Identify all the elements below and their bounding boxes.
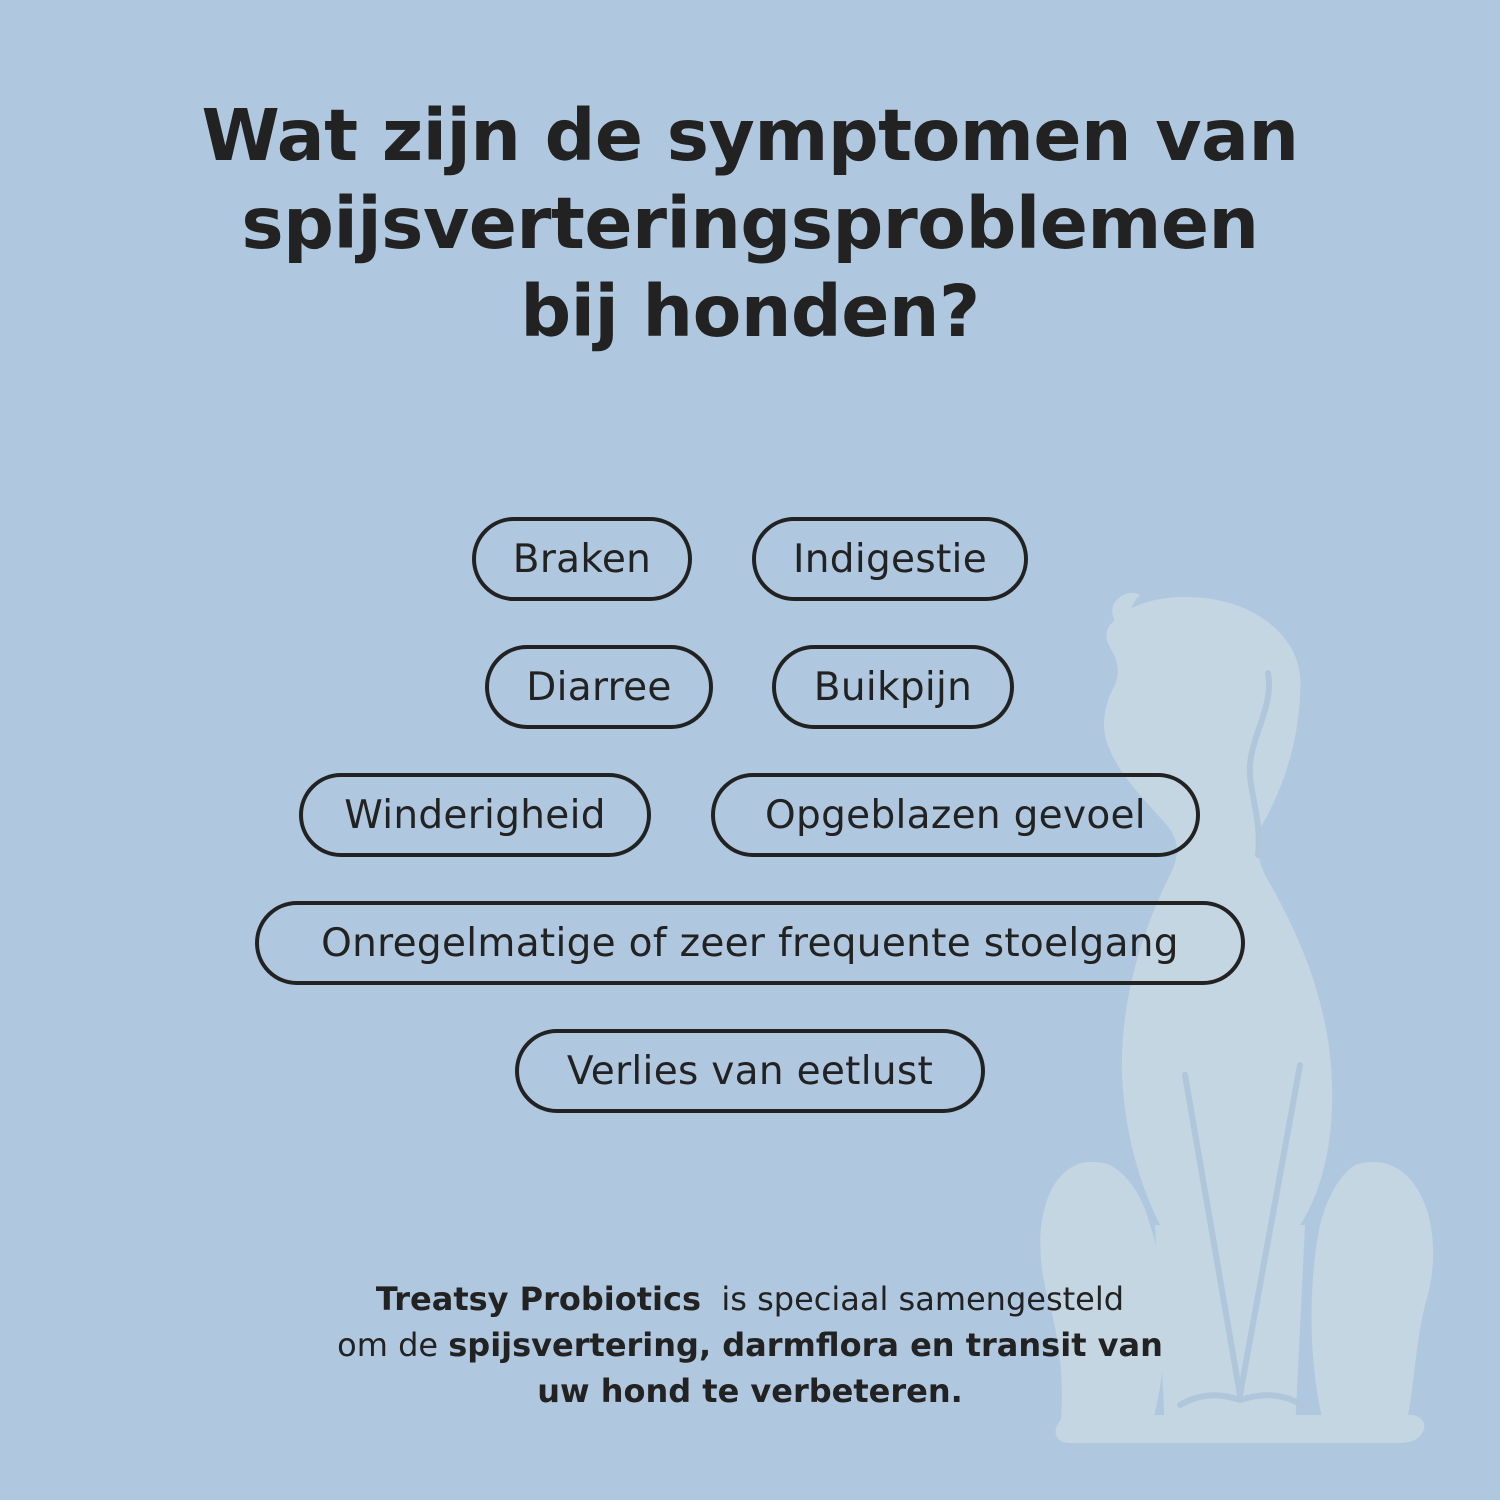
symptom-tag-indigestie: Indigestie: [752, 517, 1028, 601]
symptom-tag-buikpijn: Buikpijn: [772, 645, 1014, 729]
brand-name: Treatsy Probiotics: [375, 1280, 702, 1318]
footer-text-1: is speciaal samengesteld: [721, 1280, 1125, 1318]
symptom-tag-braken: Braken: [472, 517, 692, 601]
symptom-tag-eetlust: Verlies van eetlust: [515, 1029, 985, 1113]
page-title: [150, 92, 1350, 356]
symptom-tag-winderigheid: Winderigheid: [299, 773, 651, 857]
symptom-tag-opgeblazen-gevoel: Opgeblazen gevoel: [711, 773, 1200, 857]
title-line-2: spijsverteringsproblemen: [241, 182, 1259, 265]
title-line-1: Wat zijn de symptomen van: [201, 94, 1299, 177]
footer-bold-3: uw hond te verbeteren.: [537, 1372, 963, 1410]
footer-bold-2: spijsvertering, darmflora en transit van: [448, 1326, 1163, 1364]
title-line-3: bij honden?: [520, 270, 980, 353]
footer-text-2: om de: [337, 1326, 439, 1364]
footer-line-3: [250, 1368, 1250, 1414]
footer-text: [250, 1276, 1250, 1414]
footer-line-2: [250, 1322, 1250, 1368]
symptom-tag-stoelgang: Onregelmatige of zeer frequente stoelgang: [255, 901, 1245, 985]
footer-line-1: [250, 1276, 1250, 1322]
symptom-tag-diarree: Diarree: [485, 645, 713, 729]
